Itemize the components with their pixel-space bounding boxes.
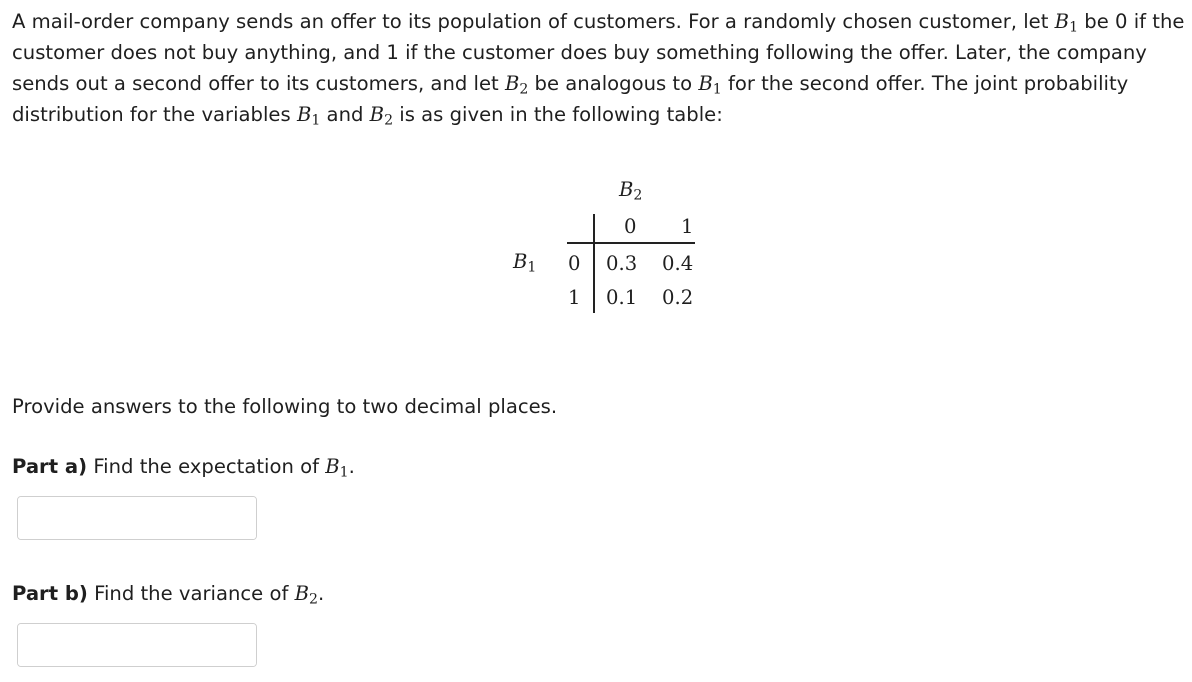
row-header-0: 0 [568, 252, 581, 275]
var-b2: $B_2$ [504, 72, 529, 98]
part-b-answer-input[interactable] [18, 624, 257, 666]
row-variable-label: $B_1$ [513, 250, 537, 276]
part-a-answer-box [17, 496, 257, 540]
instruction-text: Provide answers to the following to two decimal places. [12, 395, 558, 418]
table-cell: 0.3 [606, 252, 638, 275]
intro-text-5: and [320, 103, 370, 126]
column-header-1: 1 [681, 215, 694, 238]
intro-text-4: for the second offer. The joint probability distribution for the variables [12, 72, 1129, 126]
table-cell: 0.1 [606, 286, 638, 309]
table-horizontal-divider [567, 242, 695, 244]
var-b1: $B_1$ [325, 455, 349, 481]
var-b1: $B_1$ [698, 72, 722, 98]
part-a-answer-input[interactable] [18, 497, 257, 539]
var-b2: $B_2$ [369, 103, 394, 129]
row-header-1: 1 [568, 286, 581, 309]
part-a-label: Part a) [12, 455, 88, 478]
intro-text-3: be analogous to [528, 72, 699, 95]
part-b-question: Part b) Find the variance of $B_2$. [12, 582, 325, 608]
intro-text-1: A mail-order company sends an offer to its population of customers. For a randomly chosen customer, let [12, 10, 1055, 33]
intro-text-6: is as given in the following table: [393, 103, 723, 126]
part-b-label: Part b) [12, 582, 88, 605]
part-b-answer-box [17, 623, 257, 667]
column-variable-label: $B_2$ [619, 178, 643, 204]
part-a-question: Part a) Find the expectation of $B_1$. [12, 455, 355, 481]
intro-text-2: be 0 if the customer does not buy anything, and 1 if the customer does buy something following the offer. Later, the company sends out a second offer to its customers, and let [12, 10, 1185, 95]
var-b1: $B_1$ [1054, 10, 1079, 36]
table-cell: 0.4 [662, 252, 694, 275]
table-cell: 0.2 [662, 286, 694, 309]
joint-probability-table [500, 170, 710, 320]
question-intro [12, 6, 1187, 130]
table-vertical-divider [593, 214, 595, 313]
column-header-0: 0 [624, 215, 637, 238]
var-b2: $B_2$ [294, 582, 318, 608]
var-b1: $B_1$ [296, 103, 321, 129]
